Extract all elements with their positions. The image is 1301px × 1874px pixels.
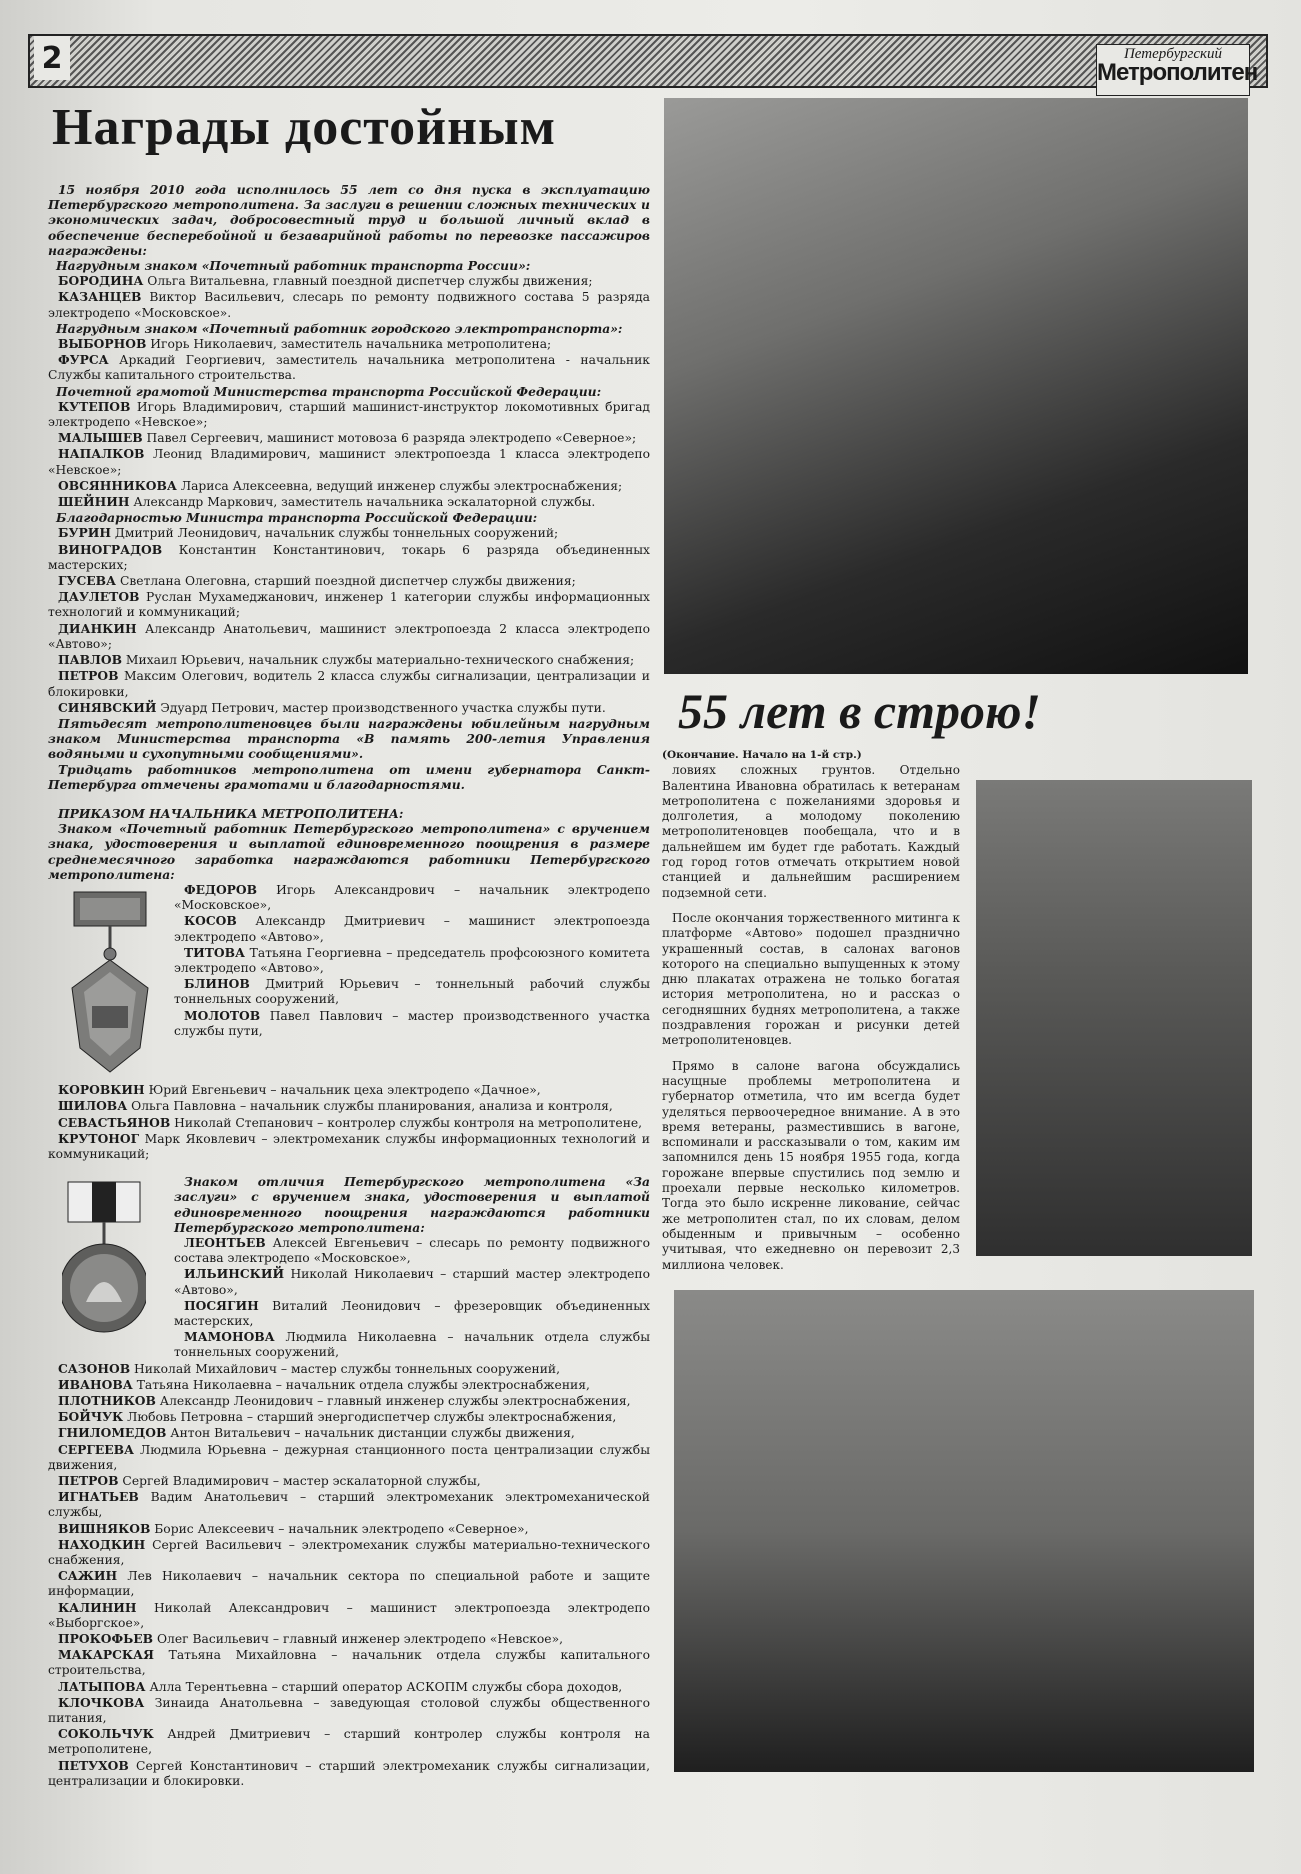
award-category-heading: Нагрудным знаком «Почетный работник городского электротранспорта»: — [56, 320, 623, 336]
story-column — [662, 748, 960, 1273]
awardee-details: Александр Анатольевич, машинист электропоезда 2 класса электродепо «Автово»; — [48, 621, 650, 651]
awardee-details: Вадим Анатольевич – старший электромеханик электромеханической службы, — [48, 1490, 650, 1520]
award-entry — [48, 336, 650, 352]
award-entry — [48, 589, 650, 620]
awardee-surname: ВИНОГРАДОВ — [58, 541, 163, 557]
awardee-surname: ЛЕОНТЬЕВ — [184, 1234, 266, 1250]
story-paragraph-1: ловиях сложных грунтов. Отдельно Валентина Ивановна обратилась к ветеранам метрополитена с пожеланиями здоровья и долголетия, а молодому поколению метрополитеновцев пообещала, что и в дальнейшем им будет где работать. Каждый год город готов отмечать открытием новой станцией и дальнейшим расширением подземной сети. — [662, 763, 960, 900]
awardee-surname: ДАУЛЕТОВ — [58, 589, 140, 605]
honorary-badge-icon — [68, 888, 152, 1078]
awardee-surname: ФУРСА — [58, 352, 109, 368]
order-heading: ПРИКАЗОМ НАЧАЛЬНИКА МЕТРОПОЛИТЕНА: — [58, 805, 404, 821]
awardee-surname: ДИАНКИН — [58, 620, 137, 636]
awardee-surname: МАКАРСКАЯ — [58, 1647, 154, 1663]
awardee-surname: КРУТОНОГ — [58, 1130, 140, 1146]
award-entry — [174, 1266, 650, 1297]
awardee-details: Аркадий Георгиевич, заместитель начальника метрополитена - начальник Службы капитального строительства. — [48, 353, 650, 383]
award-entry — [48, 273, 650, 289]
order1-intro: Знаком «Почетный работник Петербургского метрополитена» с вручением знака, удостоверения и выплатой единовременного поощрения в размере среднемесячного заработка награждаются работники Петербургского метрополитена: — [48, 821, 650, 882]
awardee-details: Максим Олегович, водитель 2 класса службы сигнализации, централизации и блокировки, — [48, 669, 650, 699]
awardee-surname: ИВАНОВА — [58, 1376, 133, 1392]
awardee-details: Дмитрий Леонидович, начальник службы тоннельных сооружений; — [110, 526, 559, 541]
awardee-surname: ШИЛОВА — [58, 1098, 128, 1114]
awardee-details: Павел Сергеевич, машинист мотовоза 6 разряда электродепо «Северное»; — [142, 431, 637, 446]
header-bar — [28, 34, 1268, 88]
award-entry — [48, 430, 650, 446]
award-entry — [48, 1679, 650, 1695]
awardee-details: Александр Дмитриевич – машинист электропоезда электродепо «Автово», — [174, 914, 650, 944]
award-entry — [48, 1098, 650, 1114]
award-entry — [174, 945, 650, 976]
awardee-details: Борис Алексеевич – начальник электродепо «Северное», — [150, 1521, 529, 1536]
award-entry — [48, 668, 650, 699]
order1-block — [48, 882, 650, 1082]
awardee-surname: ИГНАТЬЕВ — [58, 1489, 139, 1505]
awardee-details: Руслан Мухамеджанович, инженер 1 категории службы информационных технологий и коммуникаций; — [48, 590, 650, 620]
award-category-heading: Почетной грамотой Министерства транспорта Российской Федерации: — [56, 383, 602, 399]
awardee-surname: НАХОДКИН — [58, 1536, 146, 1552]
award-entry — [174, 1298, 650, 1329]
award-entry — [48, 1442, 650, 1473]
awardee-surname: ПЕТУХОВ — [58, 1757, 129, 1773]
logo-top: Петербургский — [1123, 46, 1223, 62]
awardee-surname: БУРИН — [58, 525, 111, 541]
article-headline: Награды достойным — [52, 99, 557, 156]
story-paragraph-3: Прямо в салоне вагона обсуждались насущные проблемы метрополитена и губернатор отметила, что им всегда будет уделяться первоочередное внимание. А в это время ветераны, разместившись в вагоне, вспоминали и рассказывали о том, каким им запомнился день 15 ноября 1955 года, когда горожане впервые спустились под землю и проехали первые несколько километров. Тогда это было искренне ликование, сейчас же метрополитен стал, по их словам, делом обыденным и привычным – особенно учитывая, что ежедневно он перевозит 2,3 миллиона человек. — [662, 1058, 960, 1272]
note-jubilee: Пятьдесят метрополитеновцев были награждены юбилейным нагрудным знаком Министерства транспорта «В память 200-летия Управления водяными и сухопутными сообщениями». — [48, 715, 650, 762]
awardee-surname: МОЛОТОВ — [184, 1007, 261, 1023]
logo-bottom: Метрополитен — [1097, 59, 1258, 86]
order2-text — [174, 1174, 650, 1360]
awardee-details: Игорь Александрович – начальник электродепо «Московское», — [174, 882, 650, 913]
awardee-surname: БОРОДИНА — [58, 273, 144, 289]
award-entry — [48, 1473, 650, 1489]
awardee-surname: ПЕТРОВ — [58, 668, 119, 684]
awardee-surname: ФЕДОРОВ — [184, 881, 258, 897]
awardee-surname: КАЗАНЦЕВ — [58, 289, 142, 305]
award-entry — [48, 446, 650, 477]
awardee-surname: МАЛЫШЕВ — [58, 430, 143, 446]
awardee-details: Сергей Владимирович – мастер эскалаторной службы, — [118, 1474, 481, 1489]
photo-train-attendant — [976, 780, 1252, 1256]
award-entry — [48, 1489, 650, 1520]
awardee-details: Николай Александрович – машинист электропоезда электродепо «Выборгское», — [48, 1600, 650, 1630]
award-entry — [48, 1631, 650, 1647]
awardee-details: Михаил Юрьевич, начальник службы материально-технического снабжения; — [122, 653, 635, 668]
awardee-surname: ПОСЯГИН — [184, 1297, 259, 1313]
awardee-details: Виктор Васильевич, слесарь по ремонту подвижного состава 5 разряда электродепо «Московское». — [48, 290, 650, 320]
awardee-details: Дмитрий Юрьевич – тоннельный рабочий службы тоннельных сооружений, — [174, 977, 650, 1007]
award-entry — [48, 621, 650, 652]
awardee-details: Николай Степанович – контролер службы контроля на метрополитене, — [170, 1115, 643, 1130]
award-entry — [48, 1377, 650, 1393]
awardee-details: Татьяна Михайловна – начальник отдела службы капитального строительства, — [48, 1648, 650, 1678]
award-entry — [48, 1521, 650, 1537]
awardee-surname: ВЫБОРНОВ — [58, 336, 147, 352]
award-entry — [174, 882, 650, 913]
award-entry — [48, 1537, 650, 1568]
awardee-details: Константин Константинович, токарь 6 разряда объединенных мастерских; — [48, 542, 650, 572]
awardee-details: Сергей Константинович – старший электромеханик службы сигнализации, централизации и блокировки. — [48, 1758, 650, 1788]
article-intro: 15 ноября 2010 года исполнилось 55 лет со дня пуска в эксплуатацию Петербургского метрополитена. За заслуги в решении сложных технических и экономических задач, добросовестный труд и большой личный вклад в обеспечение бесперебойной и безаварийной работы по перевозке пассажиров награждены: — [48, 182, 650, 258]
order1-list — [174, 882, 650, 1082]
merit-badge-icon — [62, 1178, 146, 1338]
awardee-details: Лев Николаевич – начальник сектора по специальной работе и защите информации, — [48, 1569, 650, 1599]
awardee-details: Марк Яковлевич – электромеханик службы информационных технологий и коммуникаций; — [48, 1131, 650, 1161]
awardee-surname: ГУСЕВА — [58, 573, 117, 589]
award-entry — [48, 1758, 650, 1789]
award-entry — [48, 1131, 650, 1162]
awardee-details: Александр Маркович, заместитель начальника эскалаторной службы. — [129, 495, 596, 510]
photo-veterans-in-carriage — [674, 1290, 1254, 1772]
awardee-details: Любовь Петровна – старший энергодиспетчер службы электроснабжения, — [123, 1410, 617, 1425]
award-entry — [48, 478, 650, 494]
note-governor: Тридцать работников метрополитена от имени губернатора Санкт-Петербурга отмечены грамотами и благодарностями. — [48, 761, 650, 792]
award-entry — [48, 573, 650, 589]
award-entry — [48, 542, 650, 573]
awardee-surname: ПРОКОФЬЕВ — [58, 1631, 154, 1647]
story-paragraph-2: После окончания торжественного митинга к платформе «Автово» подошел празднично украшенный состав, в салонах вагонов которого на специально выпущенных к этому дню плакатах отражена не только богатая история метрополитена, но и рассказ о сегодняшних буднях метрополитена, а также поздравления горожан и рисунки детей метрополитеновцев. — [662, 910, 960, 1048]
award-entry — [174, 1008, 650, 1039]
awardee-surname: ПЕТРОВ — [58, 1473, 119, 1489]
award-sections — [48, 258, 650, 716]
awardee-details: Ольга Витальевна, главный поездной диспетчер службы движения; — [143, 274, 593, 289]
award-entry — [48, 1425, 650, 1441]
awardee-surname: СЕВАСТЬЯНОВ — [58, 1114, 171, 1130]
award-entry — [174, 1235, 650, 1266]
awardee-surname: СИНЯВСКИЙ — [58, 699, 157, 715]
awardee-details: Юрий Евгеньевич – начальник цеха электродепо «Дачное», — [144, 1083, 541, 1098]
awardee-surname: МАМОНОВА — [184, 1329, 275, 1345]
awardee-details: Александр Леонидович – главный инженер службы электроснабжения, — [155, 1394, 631, 1408]
award-entry — [48, 494, 650, 510]
story-continued: (Окончание. Начало на 1-й стр.) — [662, 749, 862, 761]
awardee-surname: БОЙЧУК — [58, 1409, 124, 1425]
awardee-details: Андрей Дмитриевич – старший контролер службы контроля на метрополитене, — [48, 1727, 650, 1757]
award-entry — [48, 1695, 650, 1726]
awardee-surname: КОСОВ — [184, 913, 237, 929]
award-entry — [48, 525, 650, 541]
awardee-surname: ТИТОВА — [184, 944, 246, 960]
award-entry — [174, 913, 650, 944]
awardee-surname: САЖИН — [58, 1568, 118, 1584]
awardee-details: Эдуард Петрович, мастер производственного участка службы пути. — [156, 700, 606, 715]
awardee-surname: СЕРГЕЕВА — [58, 1441, 135, 1457]
awardee-details: Ольга Павловна – начальник службы планирования, анализа и контроля, — [127, 1099, 613, 1114]
awardee-surname: КАЛИНИН — [58, 1599, 137, 1615]
awardee-details: Николай Михайлович – мастер службы тоннельных сооружений, — [130, 1361, 561, 1376]
award-category-heading: Нагрудным знаком «Почетный работник транспорта России»: — [56, 258, 531, 274]
awardee-surname: БЛИНОВ — [184, 976, 250, 992]
awardee-details: Алла Терентьевна – старший оператор АСКОПМ службы сбора доходов, — [145, 1679, 623, 1694]
awardee-details: Татьяна Георгиевна – председатель профсоюзного комитета электродепо «Автово», — [174, 945, 650, 975]
award-entry — [48, 399, 650, 430]
award-entry — [48, 700, 650, 716]
order1-wide-list — [48, 1082, 650, 1162]
award-entry — [48, 1409, 650, 1425]
award-entry — [48, 1600, 650, 1631]
award-entry — [48, 1361, 650, 1377]
awardee-details: Людмила Юрьевна – дежурная станционного поста централизации службы движения, — [48, 1442, 650, 1472]
awardee-details: Лариса Алексеевна, ведущий инженер службы электроснабжения; — [176, 478, 623, 493]
awardee-surname: СОКОЛЬЧУК — [58, 1726, 154, 1742]
awardee-surname: ОВСЯННИКОВА — [58, 477, 177, 493]
awardee-surname: ПЛОТНИКОВ — [58, 1393, 156, 1408]
awardee-surname: ВИШНЯКОВ — [58, 1520, 151, 1536]
awardee-surname: ЛАТЫПОВА — [58, 1678, 146, 1694]
award-entry — [48, 1115, 650, 1131]
award-entry — [48, 1393, 650, 1409]
merit-badge-image — [48, 1174, 166, 1360]
awardee-details: Антон Витальевич – начальник дистанции службы движения, — [166, 1426, 575, 1441]
awardee-surname: КЛОЧКОВА — [58, 1694, 145, 1710]
awardee-details: Людмила Николаевна – начальник отдела службы тоннельных сооружений, — [174, 1330, 650, 1360]
order2-wide-list — [48, 1361, 650, 1789]
award-category-heading: Благодарностью Министра транспорта Российской Федерации: — [56, 510, 538, 526]
awardee-surname: ШЕЙНИН — [58, 494, 130, 510]
awardee-surname: ПАВЛОВ — [58, 652, 123, 668]
order2-intro: Знаком отличия Петербургского метрополитена «За заслуги» с вручением знака, удостоверения и выплатой единовременного поощрения награждаются работники Петербургского метрополитена: — [174, 1174, 650, 1235]
awardee-details: Олег Васильевич – главный инженер электродепо «Невское», — [153, 1632, 564, 1647]
awardee-details: Леонид Владимирович, машинист электропоезда 1 класса электродепо «Невское»; — [48, 447, 650, 477]
awardee-details: Павел Павлович – мастер производственного участка службы пути, — [174, 1008, 650, 1038]
award-entry — [174, 1329, 650, 1360]
awardee-details: Николай Николаевич – старший мастер электродепо «Автово», — [174, 1267, 650, 1297]
page-number: 2 — [34, 36, 70, 80]
story-title: 55 лет в строю! — [678, 683, 1041, 739]
award-entry — [48, 1568, 650, 1599]
awardee-surname: КОРОВКИН — [58, 1082, 145, 1098]
awardee-details: Зинаида Анатольевна – заведующая столовой службы общественного питания, — [48, 1695, 650, 1726]
awardee-surname: САЗОНОВ — [58, 1360, 131, 1376]
awardee-surname: ГНИЛОМЕДОВ — [58, 1425, 167, 1441]
awards-column — [48, 182, 650, 1789]
award-entry — [48, 352, 650, 383]
awardee-details: Сергей Васильевич – электромеханик службы материально-технического снабжения, — [48, 1537, 650, 1568]
awardee-details: Игорь Владимирович, старший машинист-инструктор локомотивных бригад электродепо «Невское»; — [48, 399, 650, 430]
award-entry — [48, 289, 650, 320]
award-entry — [48, 1647, 650, 1678]
order2-block — [48, 1174, 650, 1360]
photo-officials-in-train — [664, 98, 1248, 674]
awardee-surname: ИЛЬИНСКИЙ — [184, 1266, 285, 1282]
awardee-surname: НАПАЛКОВ — [58, 446, 145, 462]
masthead-logo — [1096, 44, 1258, 96]
honorary-badge-image — [48, 882, 166, 1082]
award-entry — [48, 1726, 650, 1757]
awardee-surname: КУТЕПОВ — [58, 398, 131, 414]
order2-list — [174, 1235, 650, 1361]
awardee-details: Алексей Евгеньевич – слесарь по ремонту подвижного состава электродепо «Московское», — [174, 1235, 650, 1266]
award-entry — [48, 1082, 650, 1098]
awardee-details: Светлана Олеговна, старший поездной диспетчер службы движения; — [116, 574, 576, 589]
award-entry — [48, 652, 650, 668]
awardee-details: Игорь Николаевич, заместитель начальника метрополитена; — [146, 337, 552, 352]
award-entry — [174, 976, 650, 1007]
awardee-details: Виталий Леонидович – фрезеровщик объединенных мастерских, — [174, 1298, 650, 1328]
awardee-details: Татьяна Николаевна – начальник отдела службы электроснабжения, — [132, 1377, 590, 1392]
